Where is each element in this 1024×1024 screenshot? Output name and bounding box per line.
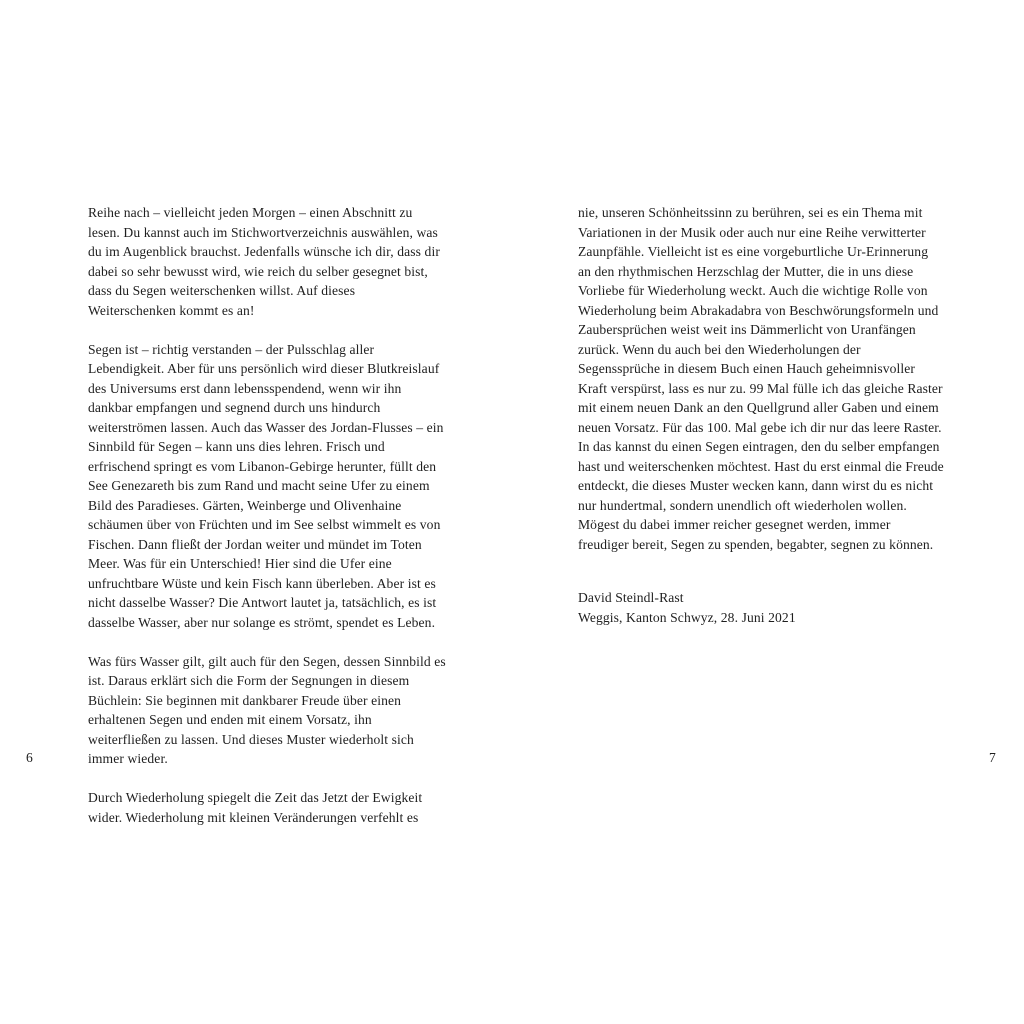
- page-left: [88, 203, 446, 827]
- paragraph: Reihe nach – vielleicht jeden Morgen – einen Abschnitt zu lesen. Du kannst auch im Stichwortverzeichnis auswählen, was du im Augenblick brauchst. Jedenfalls wünsche ich dir, dass dir dabei so sehr bewusst wird, wie reich du selber gesegnet bist, dass du Segen weiterschenken willst. Auf dieses Weiterschenken kommt es an!: [88, 205, 440, 318]
- paragraph: Durch Wiederholung spiegelt die Zeit das Jetzt der Ewigkeit wider. Wiederholung mit kleinen Veränderungen verfehlt es: [88, 790, 423, 825]
- paragraph: nie, unseren Schönheitssinn zu berühren, sei es ein Thema mit Variationen in der Musik oder auch nur eine Reihe verwitterter Zaunpfähle. Vielleicht ist es eine vorgeburtliche Ur-Erinnerung an den rhythmischen Herzschlag der Mutter, die in uns diese Vorliebe für Wiederholung weckt. Auch die wichtige Rolle von Wiederholung beim Abrakadabra von Beschwörungsformeln und Zaubersprüchen weist weit ins Dämmerlicht von Uranfängen zurück. Wenn du auch bei den Wiederholungen der Segenssprüche in diesem Buch einen Hauch geheimnisvoller Kraft verspürst, lass es nur zu. 99 Mal fülle ich das gleiche Raster mit einem neuen Dank an den Quellgrund aller Gaben und einem neuen Vorsatz. Für das 100. Mal gebe ich dir nur das leere Raster. In das kannst du einen Segen eintragen, den du selber empfangen hast und weiterschenken möchtest. Hast du erst einmal die Freude entdeckt, die dieses Muster wecken kann, dann wirst du es nicht nur hundertmal, sondern unendlich oft wiederholen wollen. Mögest du dabei immer reicher gesegnet werden, immer freudiger bereit, Segen zu spenden, begabter, segnen zu können.: [578, 205, 944, 552]
- signature-author: David Steindl-Rast: [578, 590, 684, 605]
- paragraph: Was fürs Wasser gilt, gilt auch für den Segen, dessen Sinnbild es ist. Daraus erklärt sich die Form der Segnungen in diesem Büchlein: Sie beginnen mit dankbarer Freude über einen erhaltenen Segen und enden mit einem Vorsatz, ihn weiterfließen zu lassen. Und dieses Muster wiederholt sich immer wieder.: [88, 653, 446, 766]
- page-number-right: 7: [989, 750, 996, 765]
- signature-place-date: Weggis, Kanton Schwyz, 28. Juni 2021: [578, 609, 796, 625]
- paragraph: Segen ist – richtig verstanden – der Pulsschlag aller Lebendigkeit. Aber für uns persönlich wird dieser Blutkreislauf des Universums erst dann lebensspendend, wenn wir ihn dankbar empfangen und segnend durch uns hindurch weiterströmen lassen. Auch das Wasser des Jordan-Flusses – ein Sinnbild für Segen – kann uns dies lehren. Frisch und erfrischend springt es vom Libanon-Gebirge herunter, füllt den See Genezareth bis zum Rand und macht seine Ufer zu einem Bild des Paradieses. Gärten, Weinberge und Olivenhaine schäumen über von Früchten und im See selbst wimmelt es von Fischen. Dann fließt der Jordan weiter und mündet im Toten Meer. Was für ein Unterschied! Hier sind die Ufer eine unfruchtbare Wüste und kein Fisch kann überleben. Aber ist es nicht dasselbe Wasser? Die Antwort lautet ja, tatsächlich, es ist dasselbe Wasser, aber nur solange es strömt, spendet es Leben.: [88, 341, 444, 630]
- page-number-left: 6: [26, 750, 33, 765]
- signature-block: [578, 588, 944, 627]
- page-right: [578, 203, 944, 627]
